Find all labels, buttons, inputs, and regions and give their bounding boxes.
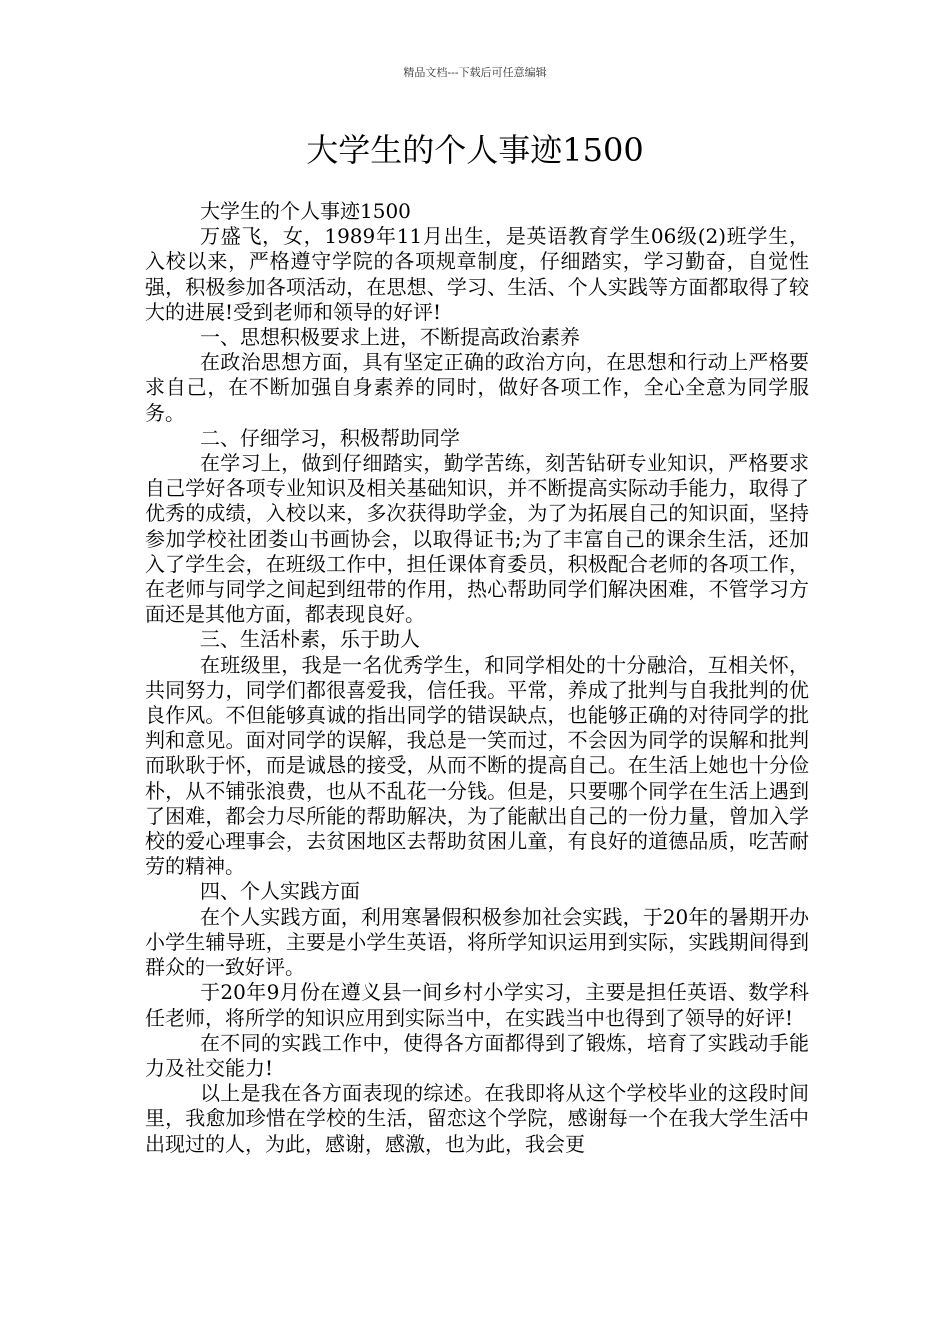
paragraph-intro: 万盛飞，女，1989年11月出生，是英语教育学生06级(2)班学生，入校以来，严格遵守学院的各项规章制度，仔细踏实，学习勤奋，自觉性强，积极参加各项活动，在思想、学习、生活、个人实践等方面都取得了较大的进展!受到老师和领导的好评! <box>145 224 809 324</box>
section-heading-1: 一、思想积极要求上进，不断提高政治素养 <box>200 325 580 350</box>
paragraph-study: 在学习上，做到仔细踏实，勤学苦练，刻苦钻研专业知识，严格要求自己学好各项专业知识及相关基础知识，并不断提高实际动手能力，取得了优秀的成绩，入校以来，多次获得助学金，为了为拓展自己的知识面，坚持参加学校社团娄山书画协会，以取得证书;为了丰富自己的课余生活，还加入了学生会，在班级工作中，担任课体育委员，积极配合老师的各项工作，在老师与同学之间起到纽带的作用，热心帮助同学们解决困难，不管学习方面还是其他方面，都表现良好。 <box>145 451 809 627</box>
section-heading-2: 二、仔细学习，积极帮助同学 <box>200 425 460 450</box>
section-heading-4: 四、个人实践方面 <box>200 879 360 904</box>
document-body <box>145 199 809 1157</box>
document-title: 大学生的个人事迹1500 <box>306 131 644 169</box>
paragraph-summary: 以上是我在各方面表现的综述。在我即将从这个学校毕业的这段时间里，我愈加珍惜在学校的生活，留恋这个学院，感谢每一个在我大学生活中出现过的人，为此，感谢，感激，也为此，我会更 <box>145 1081 809 1156</box>
paragraph-subtitle: 大学生的个人事迹1500 <box>200 199 411 223</box>
paragraph-practice-3: 在不同的实践工作中，使得各方面都得到了锻炼，培育了实践动手能力及社交能力! <box>145 1030 809 1080</box>
paragraph-politics: 在政治思想方面，具有坚定正确的政治方向，在思想和行动上严格要求自己，在不断加强自身素养的同时，做好各项工作，全心全意为同学服务。 <box>145 350 809 425</box>
header-note: 精品文档---下载后可任意编辑 <box>403 66 547 79</box>
paragraph-life: 在班级里，我是一名优秀学生，和同学相处的十分融洽，互相关怀，共同努力，同学们都很喜爱我，信任我。平常，养成了批判与自我批判的优良作风。不但能够真诚的指出同学的错误缺点，也能够正确的对待同学的批判和意见。面对同学的误解，我总是一笑而过，不会因为同学的误解和批判而耿耿于怀，而是诚恳的接受，从而不断的提高自己。在生活上她也十分俭朴，从不铺张浪费，也从不乱花一分钱。但是，只要哪个同学在生活上遇到了困难，都会力尽所能的帮助解决，为了能献出自己的一份力量，曾加入学校的爱心理事会，去贫困地区去帮助贫困儿童，有良好的道德品质，吃苦耐劳的精神。 <box>145 652 809 879</box>
paragraph-practice-2: 于20年9月份在遵义县一间乡村小学实习，主要是担任英语、数学科任老师，将所学的知识应用到实际当中，在实践当中也得到了领导的好评! <box>145 980 809 1030</box>
section-heading-3: 三、生活朴素，乐于助人 <box>200 627 420 652</box>
paragraph-practice-1: 在个人实践方面，利用寒暑假积极参加社会实践，于20年的暑期开办小学生辅导班，主要是小学生英语，将所学知识运用到实际，实践期间得到群众的一致好评。 <box>145 904 809 980</box>
